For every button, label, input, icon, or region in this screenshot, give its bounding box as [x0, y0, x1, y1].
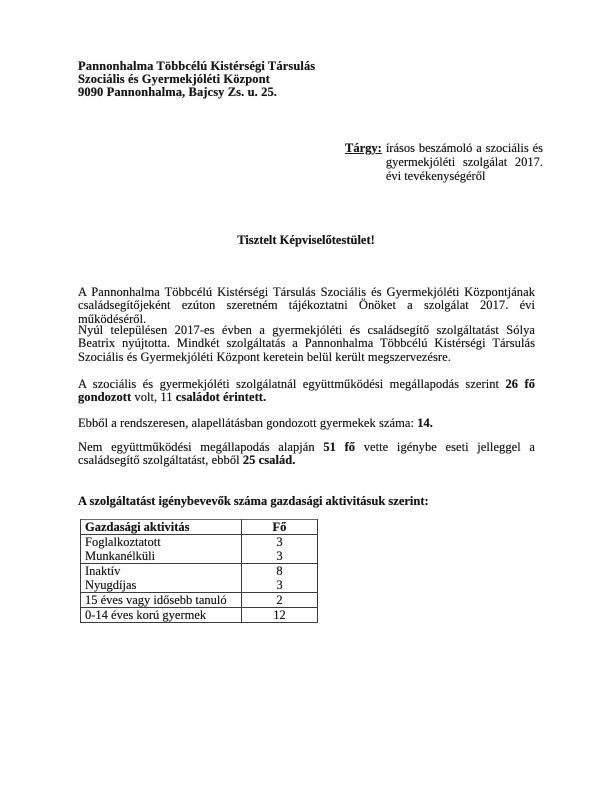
table-cell-value: 2 — [242, 593, 318, 608]
table-row — [81, 608, 318, 623]
paragraph-care-agreement-run2: volt, 11 — [131, 390, 176, 405]
paragraph-children-count-bold1: 14. — [417, 416, 433, 430]
paragraph-occasional-users-run1: Nem együttműködési megállapodás alapján — [78, 440, 324, 454]
table-cell-label: 15 éves vagy idősebb tanuló — [81, 593, 242, 608]
table-cell-label: Nyugdíjas — [81, 578, 242, 593]
table-section-heading: A szolgáltatást igénybevevők száma gazdasági aktivitásuk szerint: — [78, 494, 429, 508]
table-cell-value: 12 — [242, 608, 318, 623]
table-header-count: Fő — [242, 520, 318, 535]
table-row — [81, 535, 318, 550]
paragraph-care-agreement-bold1: 26 fő gondozott — [78, 377, 535, 405]
table-row — [81, 593, 318, 608]
paragraph-occasional-users — [78, 441, 535, 468]
subject-text: írásos beszámoló a szociális és gyermekjóléti szolgálat 2017. évi tevékenységéről — [385, 141, 543, 183]
subject-block — [345, 141, 543, 183]
sender-address-block — [78, 60, 315, 100]
subject-label: Tárgy: — [345, 141, 382, 155]
table-header-activity: Gazdasági aktivitás — [81, 520, 242, 535]
paragraph-care-agreement-run1: A szociális és gyermekjóléti szolgálatnál együttműködési megállapodás szerint — [78, 377, 506, 391]
sender-organization-line: Pannonhalma Többcélú Kistérségi Társulás — [78, 59, 316, 73]
paragraph-introduction: A Pannonhalma Többcélú Kistérségi Társulás Szociális és Gyermekjóléti Központjának családsegítőjeként ezúton szeretném tájékoztatni Önöket a szolgálat 2017. évi működéséről. — [78, 285, 535, 326]
paragraph-care-agreement — [78, 378, 535, 405]
table-cell-label: Foglalkoztatott — [81, 535, 242, 550]
paragraph-care-agreement-bold2: családot érintett. — [175, 390, 267, 405]
paragraph-service-provider: Nyúl településen 2017-es évben a gyermekjóléti és családsegítő szolgáltatást Sólya Beatrix nyújtotta. Mindkét szolgáltatás a Pannonhalma Többcélú Kistérségi Társulás Szociális és Gyermekjóléti Központ keretein belül került megszervezésre. — [78, 323, 535, 364]
table-cell-value: 3 — [242, 549, 318, 564]
salutation: Tisztelt Képviselőtestület! — [237, 233, 375, 247]
table-row — [81, 549, 318, 564]
sender-street-line: 9090 Pannonhalma, Bajcsy Zs. u. 25. — [78, 85, 278, 100]
economic-activity-table — [80, 519, 318, 623]
table-cell-label: 0-14 éves korú gyermek — [81, 608, 242, 623]
paragraph-children-count — [78, 417, 535, 430]
paragraph-children-count-run1: Ebből a rendszeresen, alapellátásban gondozott gyermekek száma: — [78, 416, 418, 430]
table-cell-value: 3 — [242, 535, 318, 550]
table-cell-value: 3 — [242, 578, 318, 593]
table-cell-label: Inaktív — [81, 564, 242, 579]
table-row — [81, 578, 318, 593]
paragraph-occasional-users-run2: vette igénybe eseti jelleggel a családsegítő szolgáltatást, ebből — [78, 440, 535, 468]
table-row — [81, 564, 318, 579]
table-cell-label: Munkanélküli — [81, 549, 242, 564]
paragraph-occasional-users-bold1: 51 fő — [323, 440, 356, 454]
sender-department-line: Szociális és Gyermekjóléti Központ — [78, 72, 270, 87]
paragraph-occasional-users-bold2: 25 család. — [242, 453, 296, 468]
table-cell-value: 8 — [242, 564, 318, 579]
table-header-row — [81, 520, 318, 535]
